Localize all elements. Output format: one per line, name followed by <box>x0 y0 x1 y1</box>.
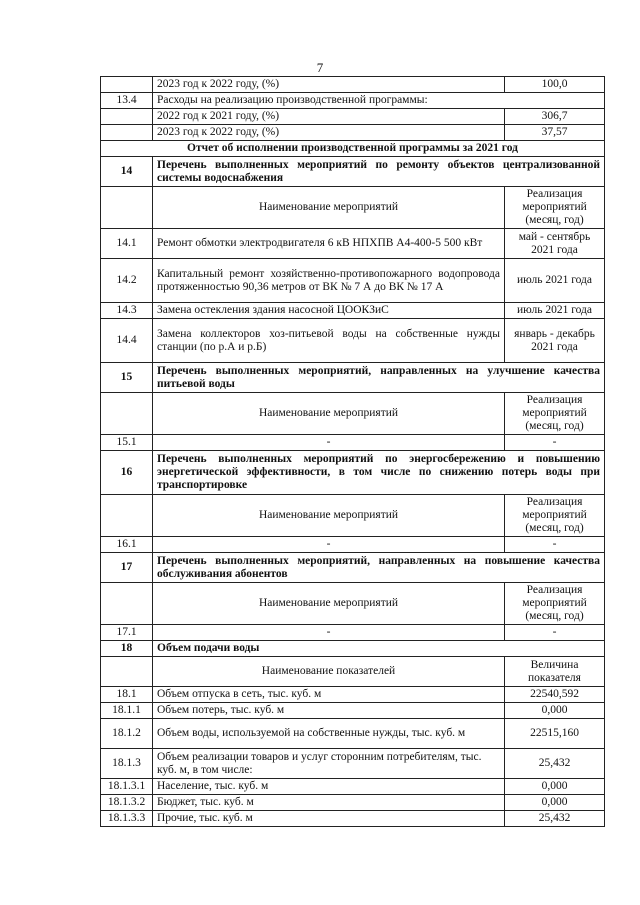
empty-cell <box>101 495 153 537</box>
section-header-17 <box>101 553 605 583</box>
row-number: 18.1.2 <box>101 719 153 749</box>
table-row <box>101 625 605 641</box>
row-value: май - сентябрь 2021 года <box>505 229 605 259</box>
row-value: 0,000 <box>505 779 605 795</box>
row-value: 37,57 <box>505 125 605 141</box>
section-header-16 <box>101 451 605 495</box>
table-row <box>101 811 605 827</box>
column-header-name: Наименование мероприятий <box>153 187 505 229</box>
row-number: 18.1.3.1 <box>101 779 153 795</box>
empty-cell <box>101 657 153 687</box>
section-number: 15 <box>101 363 153 393</box>
row-text: - <box>153 537 505 553</box>
row-value: - <box>505 537 605 553</box>
row-text: 2022 год к 2021 году, (%) <box>153 109 505 125</box>
row-number: 18.1.3.2 <box>101 795 153 811</box>
table-row <box>101 687 605 703</box>
row-number: 18.1.1 <box>101 703 153 719</box>
table-row <box>101 795 605 811</box>
table-row <box>101 109 605 125</box>
section-header-14 <box>101 157 605 187</box>
row-text: - <box>153 625 505 641</box>
table-row <box>101 703 605 719</box>
row-value: июль 2021 года <box>505 303 605 319</box>
empty-cell <box>101 393 153 435</box>
table-row <box>101 259 605 303</box>
section-number: 16 <box>101 451 153 495</box>
row-text: Расходы на реализацию производственной программы: <box>153 93 605 109</box>
section-number: 14 <box>101 157 153 187</box>
row-value: 25,432 <box>505 749 605 779</box>
column-header-realization: Реализация мероприятий (месяц, год) <box>505 495 605 537</box>
table-row <box>101 749 605 779</box>
column-header-row <box>101 495 605 537</box>
row-text: Прочие, тыс. куб. м <box>153 811 505 827</box>
row-number: 15.1 <box>101 435 153 451</box>
row-number: 18.1.3.3 <box>101 811 153 827</box>
row-number: 14.4 <box>101 319 153 363</box>
row-text: 2023 год к 2022 году, (%) <box>153 77 505 93</box>
row-value: 25,432 <box>505 811 605 827</box>
column-header-row <box>101 583 605 625</box>
table-row <box>101 719 605 749</box>
column-header-row <box>101 393 605 435</box>
row-value: 22515,160 <box>505 719 605 749</box>
section-title: Перечень выполненных мероприятий, направленных на повышение качества обслуживания абонентов <box>153 553 605 583</box>
row-text: Капитальный ремонт хозяйственно-противопожарного водопровода протяженностью 90,36 метров от ВК № 7 А до ВК № 17 А <box>153 259 505 303</box>
row-number: 14.2 <box>101 259 153 303</box>
row-value: 0,000 <box>505 703 605 719</box>
table-row <box>101 537 605 553</box>
row-value: 0,000 <box>505 795 605 811</box>
row-number: 18.1.3 <box>101 749 153 779</box>
section-header-18 <box>101 641 605 657</box>
section-title: Перечень выполненных мероприятий по энергосбережению и повышению энергетической эффективности, в том числе по снижению потерь воды при транспортировке <box>153 451 605 495</box>
column-header-name: Наименование показателей <box>153 657 505 687</box>
column-header-row <box>101 657 605 687</box>
row-text: Замена остекления здания насосной ЦООКЗиС <box>153 303 505 319</box>
section-header-15 <box>101 363 605 393</box>
table-row <box>101 303 605 319</box>
row-number <box>101 77 153 93</box>
section-number: 17 <box>101 553 153 583</box>
report-table <box>100 76 605 827</box>
table-row <box>101 319 605 363</box>
row-value: 22540,592 <box>505 687 605 703</box>
section-number: 18 <box>101 641 153 657</box>
row-number: 13.4 <box>101 93 153 109</box>
row-number: 14.3 <box>101 303 153 319</box>
column-header-value: Величина показателя <box>505 657 605 687</box>
table-row <box>101 435 605 451</box>
column-header-realization: Реализация мероприятий (месяц, год) <box>505 583 605 625</box>
row-value: июль 2021 года <box>505 259 605 303</box>
row-number: 16.1 <box>101 537 153 553</box>
row-number: 17.1 <box>101 625 153 641</box>
row-value: - <box>505 435 605 451</box>
row-text: Объем воды, используемой на собственные нужды, тыс. куб. м <box>153 719 505 749</box>
row-text: Объем потерь, тыс. куб. м <box>153 703 505 719</box>
row-text: 2023 год к 2022 году, (%) <box>153 125 505 141</box>
empty-cell <box>101 583 153 625</box>
row-value: - <box>505 625 605 641</box>
row-number: 14.1 <box>101 229 153 259</box>
table-row <box>101 125 605 141</box>
row-text: Объем реализации товаров и услуг сторонним потребителям, тыс. куб. м, в том числе: <box>153 749 505 779</box>
row-text: Объем отпуска в сеть, тыс. куб. м <box>153 687 505 703</box>
column-header-name: Наименование мероприятий <box>153 583 505 625</box>
report-title-row <box>101 141 605 157</box>
row-text: Население, тыс. куб. м <box>153 779 505 795</box>
row-text: - <box>153 435 505 451</box>
column-header-name: Наименование мероприятий <box>153 393 505 435</box>
row-value: 100,0 <box>505 77 605 93</box>
column-header-realization: Реализация мероприятий (месяц, год) <box>505 187 605 229</box>
empty-cell <box>101 187 153 229</box>
row-value: 306,7 <box>505 109 605 125</box>
row-number <box>101 109 153 125</box>
row-number: 18.1 <box>101 687 153 703</box>
column-header-realization: Реализация мероприятий (месяц, год) <box>505 393 605 435</box>
row-text: Замена коллекторов хоз-питьевой воды на собственные нужды станции (по р.А и р.Б) <box>153 319 505 363</box>
table-row <box>101 779 605 795</box>
table-row <box>101 93 605 109</box>
report-title: Отчет об исполнении производственной программы за 2021 год <box>101 141 605 157</box>
column-header-name: Наименование мероприятий <box>153 495 505 537</box>
section-title: Перечень выполненных мероприятий по ремонту объектов централизованной системы водоснабжения <box>153 157 605 187</box>
section-title: Перечень выполненных мероприятий, направленных на улучшение качества питьевой воды <box>153 363 605 393</box>
row-number <box>101 125 153 141</box>
page-number: 7 <box>316 60 324 75</box>
section-title: Объем подачи воды <box>153 641 605 657</box>
row-value: январь - декабрь 2021 года <box>505 319 605 363</box>
table-row <box>101 229 605 259</box>
table-row <box>101 77 605 93</box>
column-header-row <box>101 187 605 229</box>
row-text: Бюджет, тыс. куб. м <box>153 795 505 811</box>
row-text: Ремонт обмотки электродвигателя 6 кВ НПХПВ А4-400-5 500 кВт <box>153 229 505 259</box>
